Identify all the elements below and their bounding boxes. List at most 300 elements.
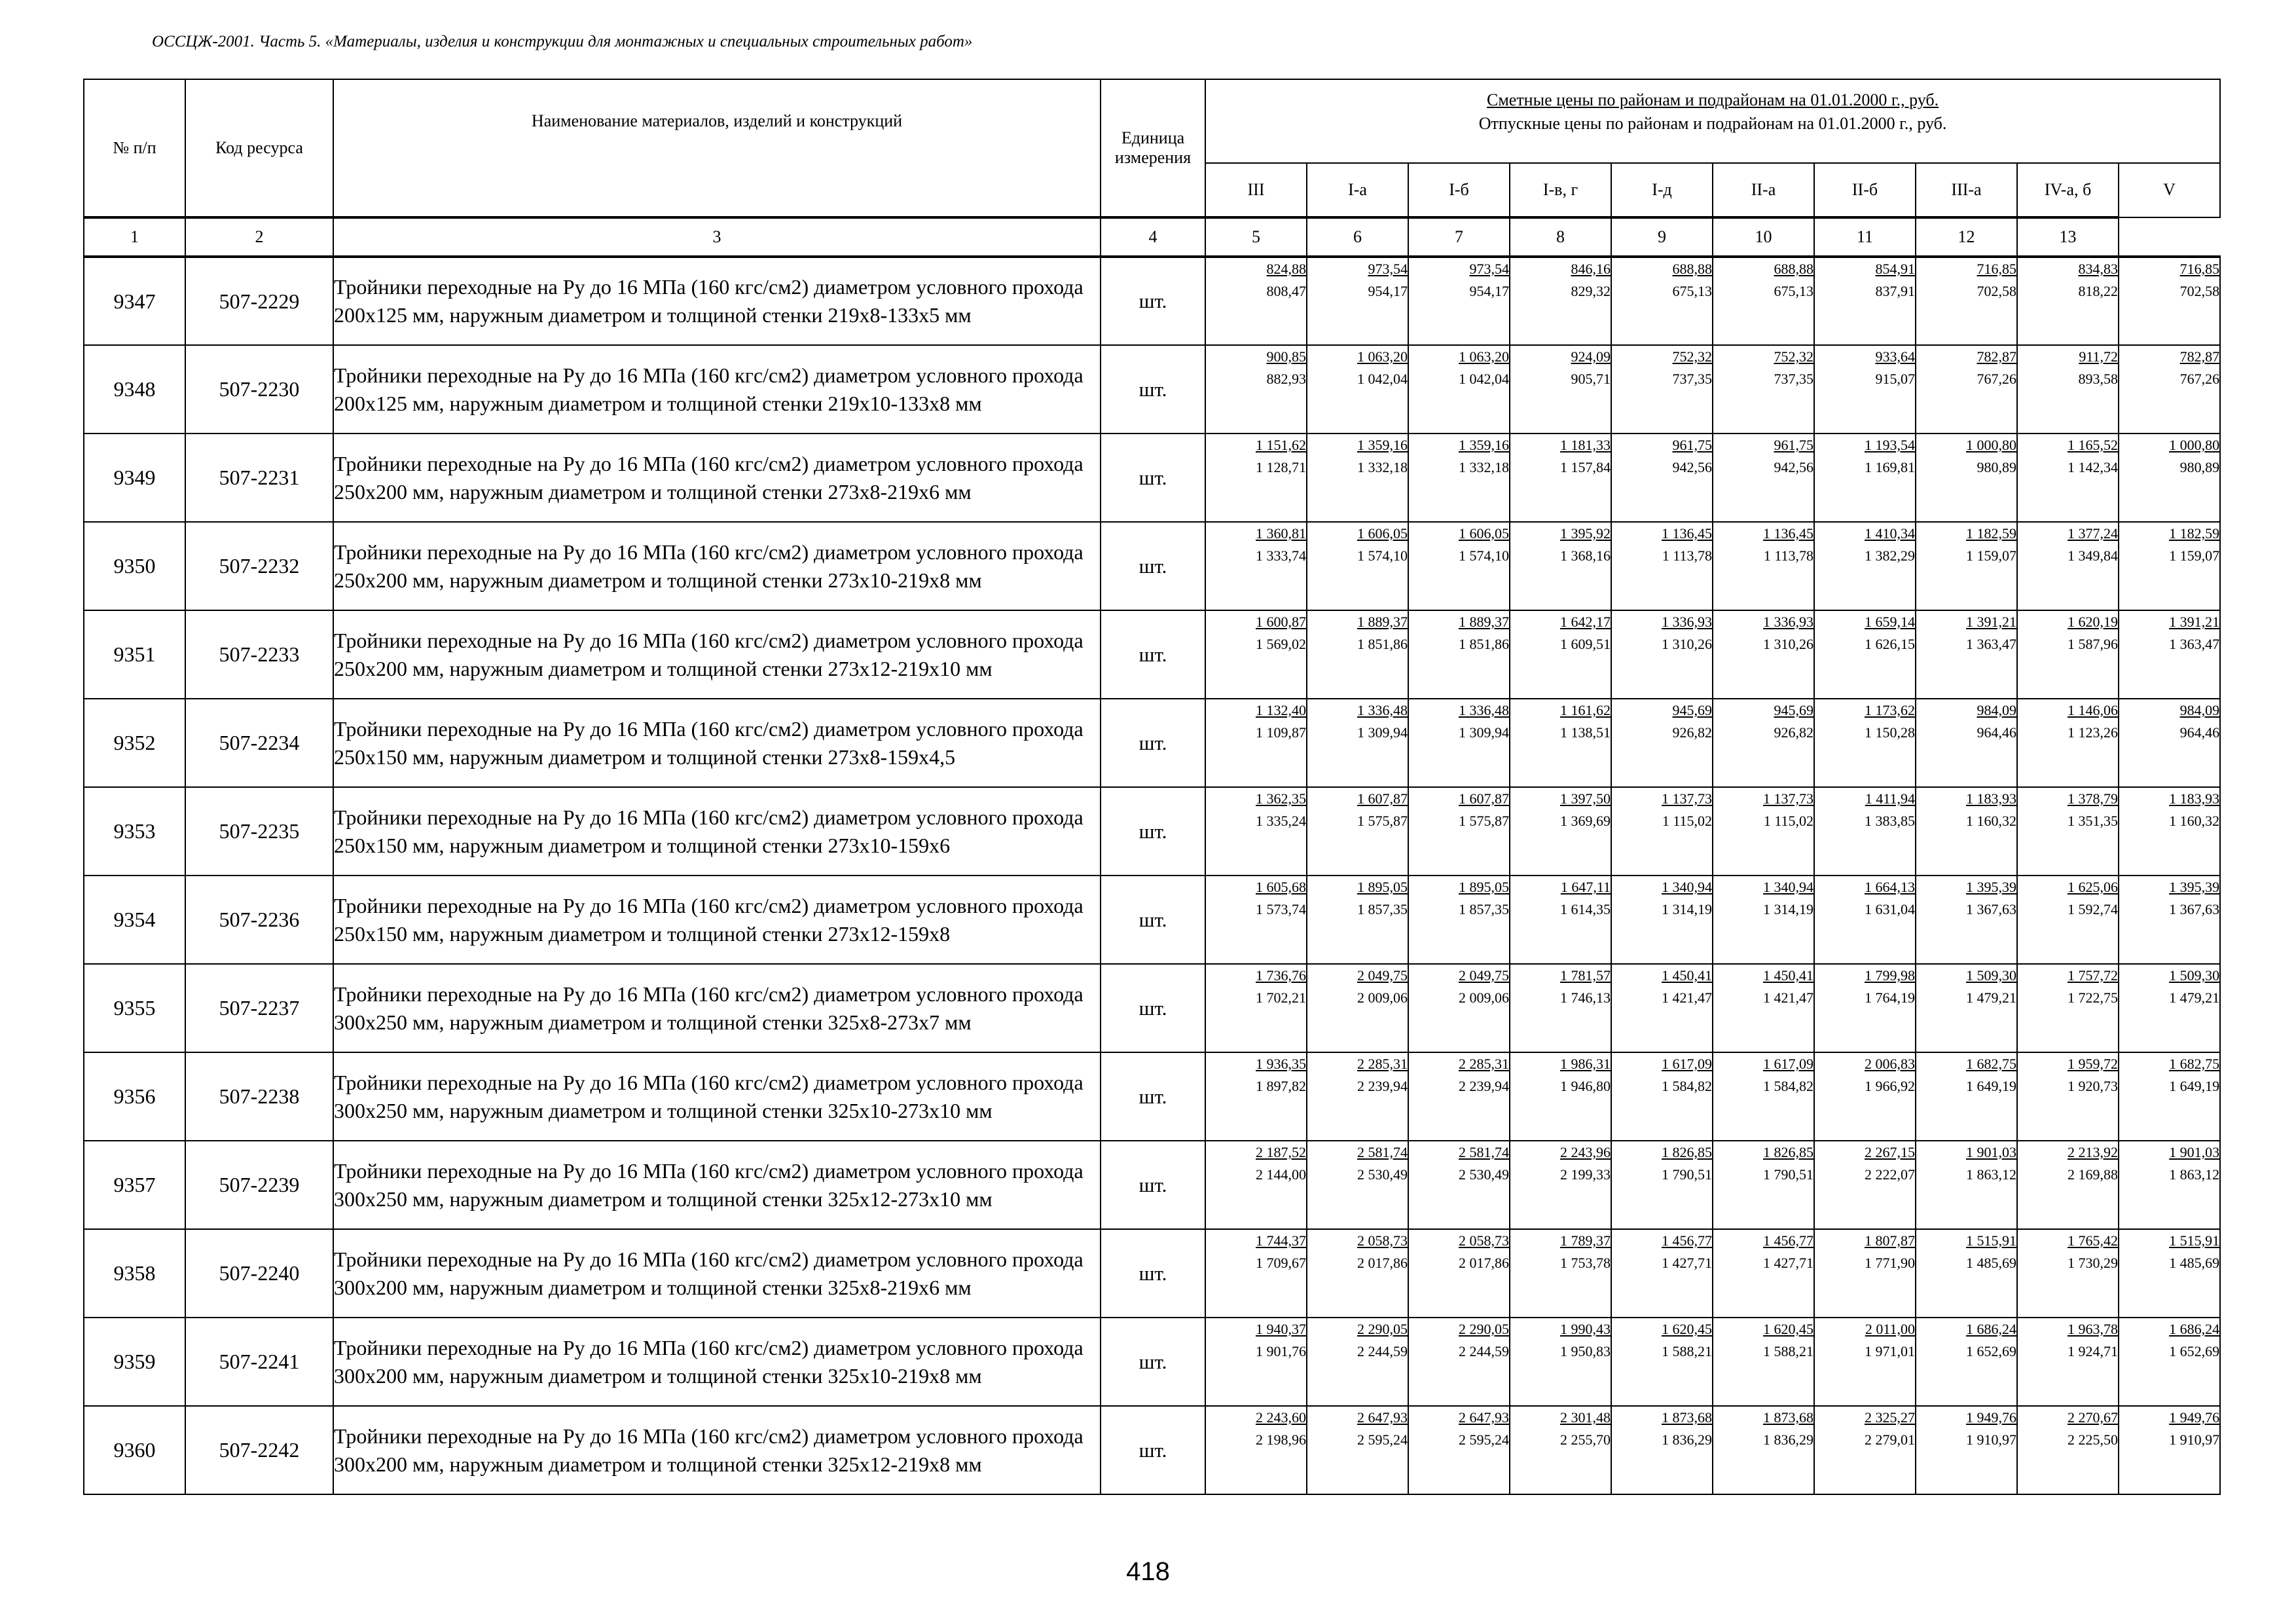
price-cell <box>2017 1052 2119 1141</box>
column-index: 10 <box>1713 217 1814 257</box>
price-cell <box>1814 1141 1916 1229</box>
unit-of-measure: шт. <box>1101 522 1205 610</box>
release-price: 2 169,88 <box>2068 1166 2118 1183</box>
estimate-price: 1 359,16 <box>1459 437 1509 453</box>
release-price: 926,82 <box>1672 724 1712 741</box>
estimate-price: 1 182,59 <box>1966 525 2016 542</box>
estimate-price: 1 664,13 <box>1865 879 1915 895</box>
estimate-price: 2 243,60 <box>1256 1409 1306 1426</box>
release-price: 2 595,24 <box>1357 1431 1408 1448</box>
resource-code: 507-2241 <box>185 1318 333 1406</box>
release-price: 1 363,47 <box>1966 636 2016 652</box>
release-price: 1 113,78 <box>1763 547 1813 564</box>
estimate-price: 1 606,05 <box>1459 525 1509 542</box>
release-price: 1 479,21 <box>1966 989 2016 1006</box>
release-price: 1 427,71 <box>1662 1255 1712 1271</box>
price-cell <box>1916 876 2017 964</box>
region-header: III <box>1205 163 1307 217</box>
material-name: Тройники переходные на Ру до 16 МПа (160 кгс/см2) диаметром условного прохода 300х250 мм, наружным диаметром и толщиной стенки 325х8-273х7 мм <box>333 964 1101 1052</box>
estimate-price: 1 617,09 <box>1763 1056 1813 1072</box>
price-cell <box>1611 1318 1713 1406</box>
estimate-price: 2 058,73 <box>1357 1232 1408 1249</box>
price-cell <box>1510 1141 1611 1229</box>
release-price: 1 123,26 <box>2068 724 2118 741</box>
release-price: 1 609,51 <box>1560 636 1611 652</box>
estimate-price: 2 285,31 <box>1459 1056 1509 1072</box>
release-price: 737,35 <box>1774 371 1813 387</box>
col-header-prices <box>1205 79 2220 163</box>
estimate-price: 1 456,77 <box>1763 1232 1813 1249</box>
estimate-price: 1 137,73 <box>1763 790 1813 807</box>
unit-of-measure: шт. <box>1101 1141 1205 1229</box>
table-row <box>84 1318 2220 1406</box>
estimate-price: 2 006,83 <box>1865 1056 1915 1072</box>
release-price: 1 309,94 <box>1459 724 1509 741</box>
estimate-price: 945,69 <box>1672 702 1712 718</box>
estimate-price: 1 000,80 <box>1966 437 2016 453</box>
unit-of-measure: шт. <box>1101 699 1205 787</box>
price-cell <box>1205 787 1307 876</box>
estimate-price: 1 873,68 <box>1763 1409 1813 1426</box>
release-price: 1 575,87 <box>1357 813 1408 829</box>
release-price: 1 910,97 <box>2169 1431 2220 1448</box>
release-price: 1 924,71 <box>2068 1343 2118 1359</box>
release-price: 1 722,75 <box>2068 989 2118 1006</box>
release-price: 1 971,01 <box>1865 1343 1915 1359</box>
price-cell <box>1916 1052 2017 1141</box>
estimate-price: 1 515,91 <box>2169 1232 2220 1249</box>
release-price: 2 530,49 <box>1459 1166 1509 1183</box>
price-cell <box>1205 1318 1307 1406</box>
estimate-price: 1 901,03 <box>2169 1144 2220 1160</box>
price-cell <box>2017 522 2119 610</box>
estimate-price: 2 187,52 <box>1256 1144 1306 1160</box>
price-cell <box>1510 1229 1611 1318</box>
release-price: 954,17 <box>1469 283 1509 299</box>
price-cell <box>1916 1229 2017 1318</box>
estimate-price: 924,09 <box>1571 348 1611 365</box>
price-cell <box>1713 699 1814 787</box>
estimate-price: 1 173,62 <box>1865 702 1915 718</box>
price-cell <box>2017 345 2119 434</box>
estimate-price: 716,85 <box>2179 261 2220 277</box>
estimate-price: 1 617,09 <box>1662 1056 1712 1072</box>
estimate-price: 2 325,27 <box>1865 1409 1915 1426</box>
release-price: 1 128,71 <box>1256 459 1306 475</box>
price-cell <box>1713 434 1814 522</box>
release-price: 980,89 <box>2179 459 2220 475</box>
row-number: 9359 <box>84 1318 185 1406</box>
release-price: 1 383,85 <box>1865 813 1915 829</box>
release-price: 1 363,47 <box>2169 636 2220 652</box>
estimate-price: 824,88 <box>1266 261 1306 277</box>
row-number: 9360 <box>84 1406 185 1494</box>
price-cell <box>1713 1406 1814 1494</box>
price-cell <box>1408 345 1510 434</box>
column-index: 4 <box>1101 217 1205 257</box>
release-price: 964,46 <box>2179 724 2220 741</box>
price-cell <box>1713 345 1814 434</box>
estimate-price: 1 146,06 <box>2068 702 2118 718</box>
release-price: 1 485,69 <box>2169 1255 2220 1271</box>
release-price: 1 790,51 <box>1763 1166 1813 1183</box>
estimate-price: 1 686,24 <box>1966 1321 2016 1337</box>
price-cell <box>1611 434 1713 522</box>
estimate-price: 1 183,93 <box>1966 790 2016 807</box>
prices-subtitle: Отпускные цены по районам и подрайонам на 01.01.2000 г., руб. <box>1478 114 1947 133</box>
estimate-price: 1 161,62 <box>1560 702 1611 718</box>
price-cell <box>2017 610 2119 699</box>
price-cell <box>2017 699 2119 787</box>
price-cell <box>1510 257 1611 345</box>
unit-of-measure: шт. <box>1101 345 1205 434</box>
estimate-price: 1 362,35 <box>1256 790 1306 807</box>
price-cell <box>1408 876 1510 964</box>
release-price: 1 169,81 <box>1865 459 1915 475</box>
estimate-price: 2 058,73 <box>1459 1232 1509 1249</box>
price-cell <box>1510 434 1611 522</box>
release-price: 1 920,73 <box>2068 1078 2118 1094</box>
release-price: 1 709,67 <box>1256 1255 1306 1271</box>
estimate-price: 1 509,30 <box>2169 967 2220 984</box>
release-price: 1 573,74 <box>1256 901 1306 917</box>
estimate-price: 1 682,75 <box>1966 1056 2016 1072</box>
release-price: 1 333,74 <box>1256 547 1306 564</box>
release-price: 1 160,32 <box>1966 813 2016 829</box>
price-cell <box>2017 1318 2119 1406</box>
release-price: 1 587,96 <box>2068 636 2118 652</box>
estimate-price: 1 682,75 <box>2169 1056 2220 1072</box>
release-price: 1 349,84 <box>2068 547 2118 564</box>
estimate-price: 1 963,78 <box>2068 1321 2118 1337</box>
release-price: 1 575,87 <box>1459 813 1509 829</box>
row-number: 9351 <box>84 610 185 699</box>
release-price: 2 279,01 <box>1865 1431 1915 1448</box>
estimate-price: 1 336,93 <box>1662 614 1712 630</box>
estimate-price: 1 789,37 <box>1560 1232 1611 1249</box>
material-name: Тройники переходные на Ру до 16 МПа (160 кгс/см2) диаметром условного прохода 250х150 мм, наружным диаметром и толщиной стенки 273х10-159х6 <box>333 787 1101 876</box>
resource-code: 507-2238 <box>185 1052 333 1141</box>
release-price: 1 314,19 <box>1662 901 1712 917</box>
release-price: 1 150,28 <box>1865 724 1915 741</box>
row-number: 9354 <box>84 876 185 964</box>
estimate-price: 1 336,93 <box>1763 614 1813 630</box>
table-row <box>84 699 2220 787</box>
price-cell <box>1205 1229 1307 1318</box>
region-header: I-в, г <box>1510 163 1611 217</box>
estimate-price: 1 136,45 <box>1763 525 1813 542</box>
estimate-price: 1 765,42 <box>2068 1232 2118 1249</box>
unit-of-measure: шт. <box>1101 787 1205 876</box>
price-cell <box>1713 876 1814 964</box>
release-price: 1 142,34 <box>2068 459 2118 475</box>
price-cell <box>1205 434 1307 522</box>
price-cell <box>2017 964 2119 1052</box>
estimate-price: 782,87 <box>1977 348 2016 365</box>
price-cell <box>1510 787 1611 876</box>
estimate-price: 1 182,59 <box>2169 525 2220 542</box>
estimate-price: 2 243,96 <box>1560 1144 1611 1160</box>
release-price: 1 966,92 <box>1865 1078 1915 1094</box>
release-price: 1 863,12 <box>1966 1166 2016 1183</box>
release-price: 1 950,83 <box>1560 1343 1611 1359</box>
release-price: 1 421,47 <box>1763 989 1813 1006</box>
estimate-price: 1 450,41 <box>1763 967 1813 984</box>
resource-code: 507-2242 <box>185 1406 333 1494</box>
row-number: 9356 <box>84 1052 185 1141</box>
estimate-price: 1 607,87 <box>1459 790 1509 807</box>
price-cell <box>1611 610 1713 699</box>
region-header: II-б <box>1814 163 1916 217</box>
release-price: 1 569,02 <box>1256 636 1306 652</box>
price-cell <box>1713 610 1814 699</box>
resource-code: 507-2240 <box>185 1229 333 1318</box>
price-cell <box>1408 699 1510 787</box>
resource-code: 507-2237 <box>185 964 333 1052</box>
estimate-price: 1 391,21 <box>1966 614 2016 630</box>
release-price: 1 382,29 <box>1865 547 1915 564</box>
estimate-price: 1 620,45 <box>1662 1321 1712 1337</box>
price-cell <box>1307 1229 1408 1318</box>
release-price: 2 239,94 <box>1459 1078 1509 1094</box>
release-price: 1 897,82 <box>1256 1078 1306 1094</box>
estimate-price: 1 940,37 <box>1256 1321 1306 1337</box>
estimate-price: 1 193,54 <box>1865 437 1915 453</box>
price-cell <box>1611 964 1713 1052</box>
release-price: 954,17 <box>1368 283 1408 299</box>
release-price: 1 584,82 <box>1662 1078 1712 1094</box>
release-price: 1 157,84 <box>1560 459 1611 475</box>
price-cell <box>1408 1052 1510 1141</box>
price-cell <box>1510 1406 1611 1494</box>
price-cell <box>1814 1318 1916 1406</box>
release-price: 1 115,02 <box>1662 813 1712 829</box>
release-price: 675,13 <box>1672 283 1712 299</box>
estimate-price: 1 336,48 <box>1357 702 1408 718</box>
estimate-price: 961,75 <box>1672 437 1712 453</box>
estimate-price: 1 340,94 <box>1662 879 1712 895</box>
estimate-price: 1 183,93 <box>2169 790 2220 807</box>
estimate-price: 1 411,94 <box>1865 790 1915 807</box>
estimate-price: 834,83 <box>2078 261 2118 277</box>
price-cell <box>1205 964 1307 1052</box>
release-price: 1 138,51 <box>1560 724 1611 741</box>
estimate-price: 1 165,52 <box>2068 437 2118 453</box>
release-price: 2 009,06 <box>1357 989 1408 1006</box>
price-cell <box>1205 1406 1307 1494</box>
column-index: 7 <box>1408 217 1510 257</box>
estimate-price: 973,54 <box>1368 261 1408 277</box>
price-cell <box>1408 787 1510 876</box>
price-cell <box>2119 434 2220 522</box>
price-cell <box>1713 1229 1814 1318</box>
estimate-price: 854,91 <box>1875 261 1915 277</box>
release-price: 1 836,29 <box>1763 1431 1813 1448</box>
estimate-price: 2 290,05 <box>1357 1321 1408 1337</box>
price-cell <box>1307 257 1408 345</box>
release-price: 2 198,96 <box>1256 1431 1306 1448</box>
release-price: 2 017,86 <box>1459 1255 1509 1271</box>
resource-code: 507-2230 <box>185 345 333 434</box>
unit-of-measure: шт. <box>1101 964 1205 1052</box>
price-cell <box>1611 1052 1713 1141</box>
unit-of-measure: шт. <box>1101 610 1205 699</box>
release-price: 1 042,04 <box>1357 371 1408 387</box>
price-cell <box>1916 964 2017 1052</box>
price-cell <box>1307 876 1408 964</box>
release-price: 1 421,47 <box>1662 989 1712 1006</box>
price-cell <box>1814 1052 1916 1141</box>
estimate-price: 1 605,68 <box>1256 879 1306 895</box>
price-cell <box>1814 522 1916 610</box>
col-header-name: Наименование материалов, изделий и конструкций <box>333 79 1101 217</box>
release-price: 1 332,18 <box>1459 459 1509 475</box>
estimate-price: 1 826,85 <box>1763 1144 1813 1160</box>
release-price: 1 351,35 <box>2068 813 2118 829</box>
price-cell <box>1713 1318 1814 1406</box>
release-price: 1 309,94 <box>1357 724 1408 741</box>
estimate-price: 2 581,74 <box>1459 1144 1509 1160</box>
region-header: I-д <box>1611 163 1713 217</box>
release-price: 2 222,07 <box>1865 1166 1915 1183</box>
resource-code: 507-2236 <box>185 876 333 964</box>
price-cell <box>1814 876 1916 964</box>
price-cell <box>1408 1229 1510 1318</box>
release-price: 1 574,10 <box>1357 547 1408 564</box>
release-price: 1 042,04 <box>1459 371 1509 387</box>
estimate-price: 846,16 <box>1571 261 1611 277</box>
estimate-price: 2 285,31 <box>1357 1056 1408 1072</box>
col-header-code: Код ресурса <box>185 79 333 217</box>
estimate-price: 1 799,98 <box>1865 967 1915 984</box>
release-price: 1 584,82 <box>1763 1078 1813 1094</box>
estimate-price: 1 450,41 <box>1662 967 1712 984</box>
table-row <box>84 1229 2220 1318</box>
price-cell <box>1510 345 1611 434</box>
table-row <box>84 345 2220 434</box>
release-price: 1 649,19 <box>2169 1078 2220 1094</box>
estimate-price: 1 378,79 <box>2068 790 2118 807</box>
estimate-price: 1 826,85 <box>1662 1144 1712 1160</box>
price-cell <box>1916 610 2017 699</box>
price-cell <box>1205 345 1307 434</box>
material-name: Тройники переходные на Ру до 16 МПа (160 кгс/см2) диаметром условного прохода 250х200 мм, наружным диаметром и толщиной стенки 273х8-219х6 мм <box>333 434 1101 522</box>
table-row <box>84 1406 2220 1494</box>
price-cell <box>1205 610 1307 699</box>
estimate-price: 2 011,00 <box>1865 1321 1915 1337</box>
estimate-price: 2 049,75 <box>1357 967 1408 984</box>
price-cell <box>1916 345 2017 434</box>
price-cell <box>1408 434 1510 522</box>
release-price: 1 857,35 <box>1459 901 1509 917</box>
estimate-price: 752,32 <box>1774 348 1813 365</box>
release-price: 1 159,07 <box>1966 547 2016 564</box>
price-cell <box>1307 1052 1408 1141</box>
release-price: 1 367,63 <box>2169 901 2220 917</box>
price-cell <box>2119 257 2220 345</box>
estimate-price: 2 301,48 <box>1560 1409 1611 1426</box>
estimate-price: 1 686,24 <box>2169 1321 2220 1337</box>
estimate-price: 961,75 <box>1774 437 1813 453</box>
estimate-price: 1 360,81 <box>1256 525 1306 542</box>
price-cell <box>1611 1141 1713 1229</box>
price-cell <box>1205 1052 1307 1141</box>
price-cell <box>2119 1141 2220 1229</box>
col-header-unit: Единица измерения <box>1101 79 1205 217</box>
release-price: 2 239,94 <box>1357 1078 1408 1094</box>
release-price: 980,89 <box>1977 459 2016 475</box>
release-price: 702,58 <box>1977 283 2016 299</box>
price-cell <box>1713 257 1814 345</box>
price-cell <box>1408 522 1510 610</box>
material-name: Тройники переходные на Ру до 16 МПа (160 кгс/см2) диаметром условного прохода 200х125 мм, наружным диаметром и толщиной стенки 219х10-133х8 мм <box>333 345 1101 434</box>
release-price: 2 009,06 <box>1459 989 1509 1006</box>
release-price: 1 310,26 <box>1662 636 1712 652</box>
release-price: 675,13 <box>1774 283 1813 299</box>
estimate-price: 688,88 <box>1672 261 1712 277</box>
price-cell <box>2119 1318 2220 1406</box>
price-cell <box>1916 1318 2017 1406</box>
estimate-price: 1 895,05 <box>1459 879 1509 895</box>
release-price: 1 588,21 <box>1763 1343 1813 1359</box>
release-price: 1 160,32 <box>2169 813 2220 829</box>
price-cell <box>1307 522 1408 610</box>
estimate-price: 752,32 <box>1672 348 1712 365</box>
estimate-price: 1 959,72 <box>2068 1056 2118 1072</box>
price-cell <box>1611 1406 1713 1494</box>
material-name: Тройники переходные на Ру до 16 МПа (160 кгс/см2) диаметром условного прохода 250х150 мм, наружным диаметром и толщиной стенки 273х8-159х4,5 <box>333 699 1101 787</box>
price-cell <box>2017 257 2119 345</box>
estimate-price: 973,54 <box>1469 261 1509 277</box>
estimate-price: 1 901,03 <box>1966 1144 2016 1160</box>
price-cell <box>1205 876 1307 964</box>
release-price: 915,07 <box>1875 371 1915 387</box>
price-cell <box>1611 787 1713 876</box>
estimate-price: 1 509,30 <box>1966 967 2016 984</box>
price-cell <box>1408 610 1510 699</box>
release-price: 1 851,86 <box>1357 636 1408 652</box>
price-cell <box>2017 434 2119 522</box>
release-price: 1 901,76 <box>1256 1343 1306 1359</box>
estimate-price: 782,87 <box>2179 348 2220 365</box>
price-cell <box>2119 787 2220 876</box>
column-index: 5 <box>1205 217 1307 257</box>
price-cell <box>1510 610 1611 699</box>
resource-code: 507-2231 <box>185 434 333 522</box>
price-cell <box>1408 1406 1510 1494</box>
unit-of-measure: шт. <box>1101 1318 1205 1406</box>
resource-code: 507-2233 <box>185 610 333 699</box>
release-price: 767,26 <box>2179 371 2220 387</box>
price-cell <box>2017 1229 2119 1318</box>
estimate-price: 1 620,19 <box>2068 614 2118 630</box>
estimate-price: 1 397,50 <box>1560 790 1611 807</box>
estimate-price: 984,09 <box>1977 702 2016 718</box>
release-price: 837,91 <box>1875 283 1915 299</box>
unit-of-measure: шт. <box>1101 257 1205 345</box>
price-cell <box>1814 610 1916 699</box>
estimate-price: 1 744,37 <box>1256 1232 1306 1249</box>
release-price: 818,22 <box>2078 283 2118 299</box>
estimate-price: 1 137,73 <box>1662 790 1712 807</box>
prices-title: Сметные цены по районам и подрайонам на 01.01.2000 г., руб. <box>1486 90 1939 109</box>
estimate-price: 1 377,24 <box>2068 525 2118 542</box>
region-header: V <box>2119 163 2220 217</box>
release-price: 1 857,35 <box>1357 901 1408 917</box>
release-price: 2 595,24 <box>1459 1431 1509 1448</box>
release-price: 893,58 <box>2078 371 2118 387</box>
release-price: 1 652,69 <box>2169 1343 2220 1359</box>
